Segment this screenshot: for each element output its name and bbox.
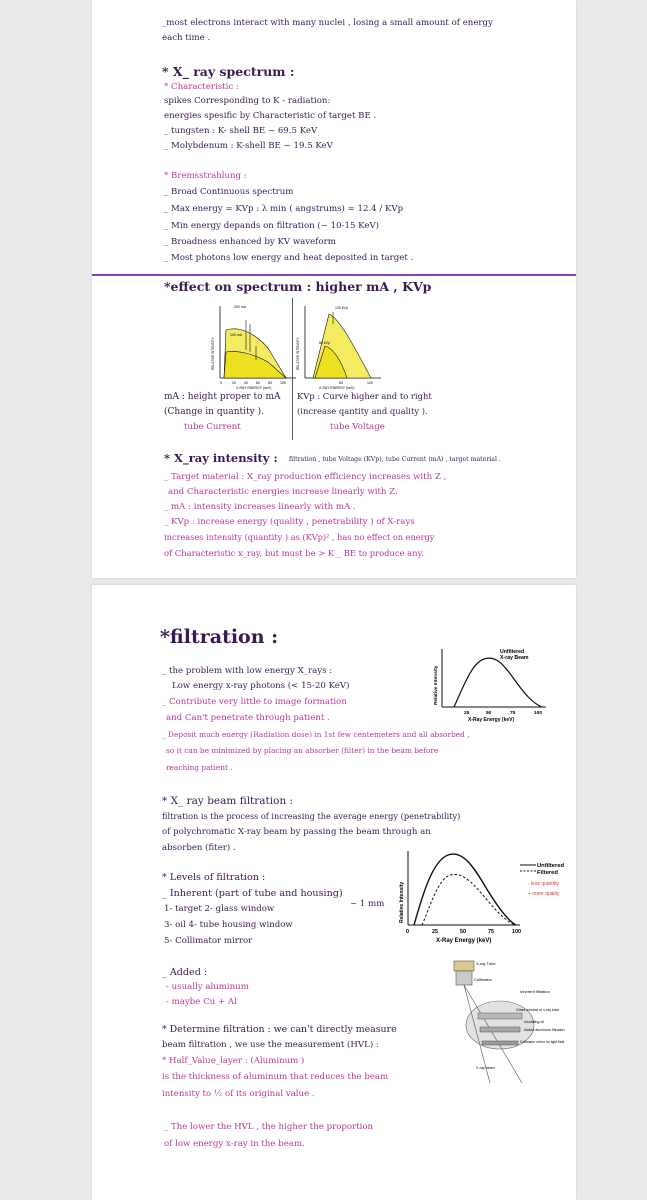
- levels-line: 5- Collimator mirror: [164, 936, 253, 946]
- intro-line: each time .: [162, 33, 211, 43]
- ma-chart-low-label: 100 mA: [230, 333, 243, 337]
- intensity-line: and Characteristic energies increase linearly with Z.: [168, 487, 398, 497]
- ma-chart-high-label: 200 mA: [234, 305, 247, 309]
- added-line: _ Added :: [162, 967, 208, 978]
- ma-chart-tick: 20: [232, 381, 236, 385]
- unfiltered-tick: 50: [486, 711, 492, 716]
- beam-filtration-heading: * X_ ray beam filtration :: [162, 795, 294, 807]
- levels-line: 1- target 2- glass window: [164, 904, 275, 914]
- ma-note: (Change in quantity ).: [164, 407, 264, 417]
- unfiltered-legend: Unfiltered: [500, 649, 525, 655]
- brems-line: _ Broad Continuous spectrum: [164, 187, 294, 197]
- characteristic-line: _ tungsten : K- shell BE ~ 69.5 KeV: [164, 126, 318, 136]
- ma-note: mA : height proper to mA: [164, 392, 281, 402]
- filtered-ylabel: Relative Intensity: [399, 881, 405, 923]
- notes-page-2: [92, 585, 576, 1200]
- tube-label-collimator: Collimator: [474, 977, 493, 982]
- problem-line: _ the problem with low energy X_rays :: [162, 666, 333, 676]
- unfiltered-xlabel: X-Ray Energy (keV): [468, 717, 515, 723]
- intensity-heading: * X_ray intensity :: [164, 451, 278, 465]
- xray-tube-diagram: [450, 957, 574, 1097]
- added-line: - usually aluminum: [166, 982, 249, 992]
- kvp-spectrum-chart: [295, 300, 385, 390]
- ma-note: tube Current: [184, 422, 241, 432]
- filtration-title: *filtration :: [160, 626, 279, 648]
- tube-label-xray-tube: X-ray Tube: [476, 961, 496, 966]
- kvp-chart-xlabel: X-RAY ENERGY (keV): [319, 386, 355, 390]
- unfiltered-tick: 25: [464, 711, 470, 716]
- tube-label-inherent: Inherent filtration: [520, 989, 550, 994]
- problem-line: _ Contribute very little to image formation: [162, 697, 347, 707]
- kvp-note: (increase qantity and quality ).: [297, 406, 428, 416]
- beam-filtration-line: filtration is the process of increasing the average energy (penetrability): [162, 811, 461, 821]
- inherent-note: ~ 1 mm: [350, 899, 385, 909]
- ma-chart-tick: 0: [220, 381, 222, 385]
- tube-label-mirror: Collimator mirror for light field: [520, 1040, 565, 1044]
- intensity-factors: filtration , tube Voltage (KVp), tube Current (mA) , target material .: [289, 456, 501, 463]
- tube-label-oil: Insulating oil: [524, 1020, 544, 1024]
- notes-page-1: [92, 0, 576, 578]
- filtered-note-quality: + more quality: [528, 891, 560, 897]
- filtered-tick: 25: [432, 929, 438, 935]
- characteristic-line: * Characteristic :: [164, 82, 239, 92]
- section-divider: [92, 274, 576, 276]
- unfiltered-ylabel: Relative Intensity: [434, 665, 439, 705]
- hvl-conclusion: _ The lower the HVL , the higher the proportion: [164, 1122, 374, 1132]
- added-line: - maybe Cu + Al: [166, 997, 237, 1007]
- tube-label-beam: X-ray beam: [476, 1066, 495, 1070]
- characteristic-line: spikes Corresponding to K - radiation:: [164, 96, 331, 106]
- filtered-legend-solid: Unfiltered: [537, 863, 565, 869]
- brems-line: * Bremsstrahlung :: [164, 171, 247, 181]
- hvl-conclusion: of low energy x-ray in the beam.: [164, 1139, 305, 1149]
- intensity-line: _ Target material : X_ray production efficiency increases with Z ,: [164, 472, 447, 482]
- brems-line: _ Min energy depands on filtration (~ 10-15 KeV): [164, 221, 380, 231]
- ma-chart-ylabel: RELATIVE INTENSITY: [211, 337, 215, 370]
- intensity-line: increases intensity (quantity ) as (KVp)² , has no effect on energy: [164, 532, 435, 542]
- effect-heading: *effect on spectrum : higher mA , KVp: [164, 279, 432, 294]
- hvl-line: * Half_Value_layer : (Aluminum ): [162, 1056, 305, 1066]
- characteristic-line: energies spesific by Characteristic of target BE .: [164, 111, 377, 121]
- ma-spectrum-chart: [210, 300, 300, 390]
- ma-chart-tick: 100: [280, 381, 286, 385]
- filtered-tick: 0: [406, 929, 409, 935]
- filtered-tick: 50: [460, 929, 466, 935]
- kvp-note: KVp : Curve higher and to right: [297, 391, 432, 401]
- tube-label-glass-window: Glass window of x-ray tube: [516, 1008, 560, 1012]
- unfiltered-tick: 75: [510, 711, 516, 716]
- filtered-tick: 75: [488, 929, 494, 935]
- brems-line: _ Most photons low energy and heat deposited in target .: [164, 253, 414, 263]
- unfiltered-beam-chart: [428, 645, 568, 725]
- unfiltered-tick: 100: [534, 711, 543, 716]
- intensity-line: of Characteristic x_ray, but must be > K _ BE to produce any.: [164, 548, 424, 558]
- filtered-note-quantity: - less quantity: [528, 881, 559, 887]
- problem-line: and Can't penetrate through patient .: [166, 713, 330, 723]
- problem-line: _ Deposit much energy (Radiation dose) in 1st few centemeters and all absorbed ,: [162, 730, 470, 739]
- filtered-xlabel: X-Ray Energy (keV): [436, 938, 492, 944]
- unfiltered-legend: X-ray Beam: [500, 655, 529, 661]
- ma-chart-xlabel: X-RAY ENERGY (keV): [236, 386, 272, 390]
- kvp-chart-tick: 60: [339, 381, 343, 385]
- kvp-chart-low-label: 60 kVp: [319, 341, 330, 345]
- notes-divider: [292, 298, 293, 440]
- ma-chart-tick: 60: [256, 381, 260, 385]
- levels-line: _ Inherent (part of tube and housing): [162, 888, 343, 899]
- kvp-chart-ylabel: RELATIVE INTENSITY: [296, 337, 300, 370]
- hvl-line: intensity to ½ of its original value .: [162, 1089, 315, 1099]
- beam-filtration-line: absorben (fiter) .: [162, 843, 236, 853]
- intensity-line: _ KVp : increase energy (quality , penetrability ) of X-rays: [164, 517, 415, 527]
- hvl-line: beam filtration , we use the measurement (HVL) :: [162, 1040, 379, 1050]
- levels-line: * Levels of filtration :: [162, 872, 266, 883]
- hvl-line: * Determine filtration : we can't directly measure: [162, 1024, 397, 1035]
- levels-line: 3- oil 4- tube housing window: [164, 920, 293, 930]
- filtered-beam-chart: [392, 847, 572, 947]
- kvp-chart-high-label: 120 kVp: [335, 306, 348, 310]
- filtered-legend-dashed: Filtered: [537, 870, 558, 876]
- kvp-note: tube Voltage: [330, 422, 385, 432]
- characteristic-line: _ Molybdenum : K-shell BE ~ 19.5 KeV: [164, 141, 333, 151]
- problem-line: Low energy x-ray photons (< 15-20 KeV): [172, 681, 350, 691]
- brems-line: _ Max energy = KVp : λ min ( angstrums) = 12.4 / KVp: [164, 204, 404, 214]
- ma-chart-tick: 80: [268, 381, 272, 385]
- problem-line: so it can be minimized by placing an absorber (filter) in the beam before: [166, 746, 439, 755]
- tube-label-added-aluminum: Added aluminum filtration: [524, 1028, 565, 1032]
- beam-filtration-line: of polychromatic X-ray beam by passing the beam through an: [162, 827, 431, 837]
- intensity-line: _ mA : intensity increases linearly with mA .: [164, 502, 356, 512]
- filtered-tick: 100: [512, 929, 521, 935]
- spectrum-heading: * X_ ray spectrum :: [162, 64, 295, 79]
- intro-line: _most electrons interact with many nuclei , losing a small amount of energy: [162, 18, 493, 28]
- problem-line: reaching patient .: [166, 763, 233, 772]
- hvl-line: is the thickness of aluminum that reduces the beam: [162, 1072, 389, 1082]
- kvp-chart-tick: 120: [367, 381, 373, 385]
- ma-chart-tick: 40: [244, 381, 248, 385]
- brems-line: _ Broadness enhanced by KV waveform: [164, 237, 336, 247]
